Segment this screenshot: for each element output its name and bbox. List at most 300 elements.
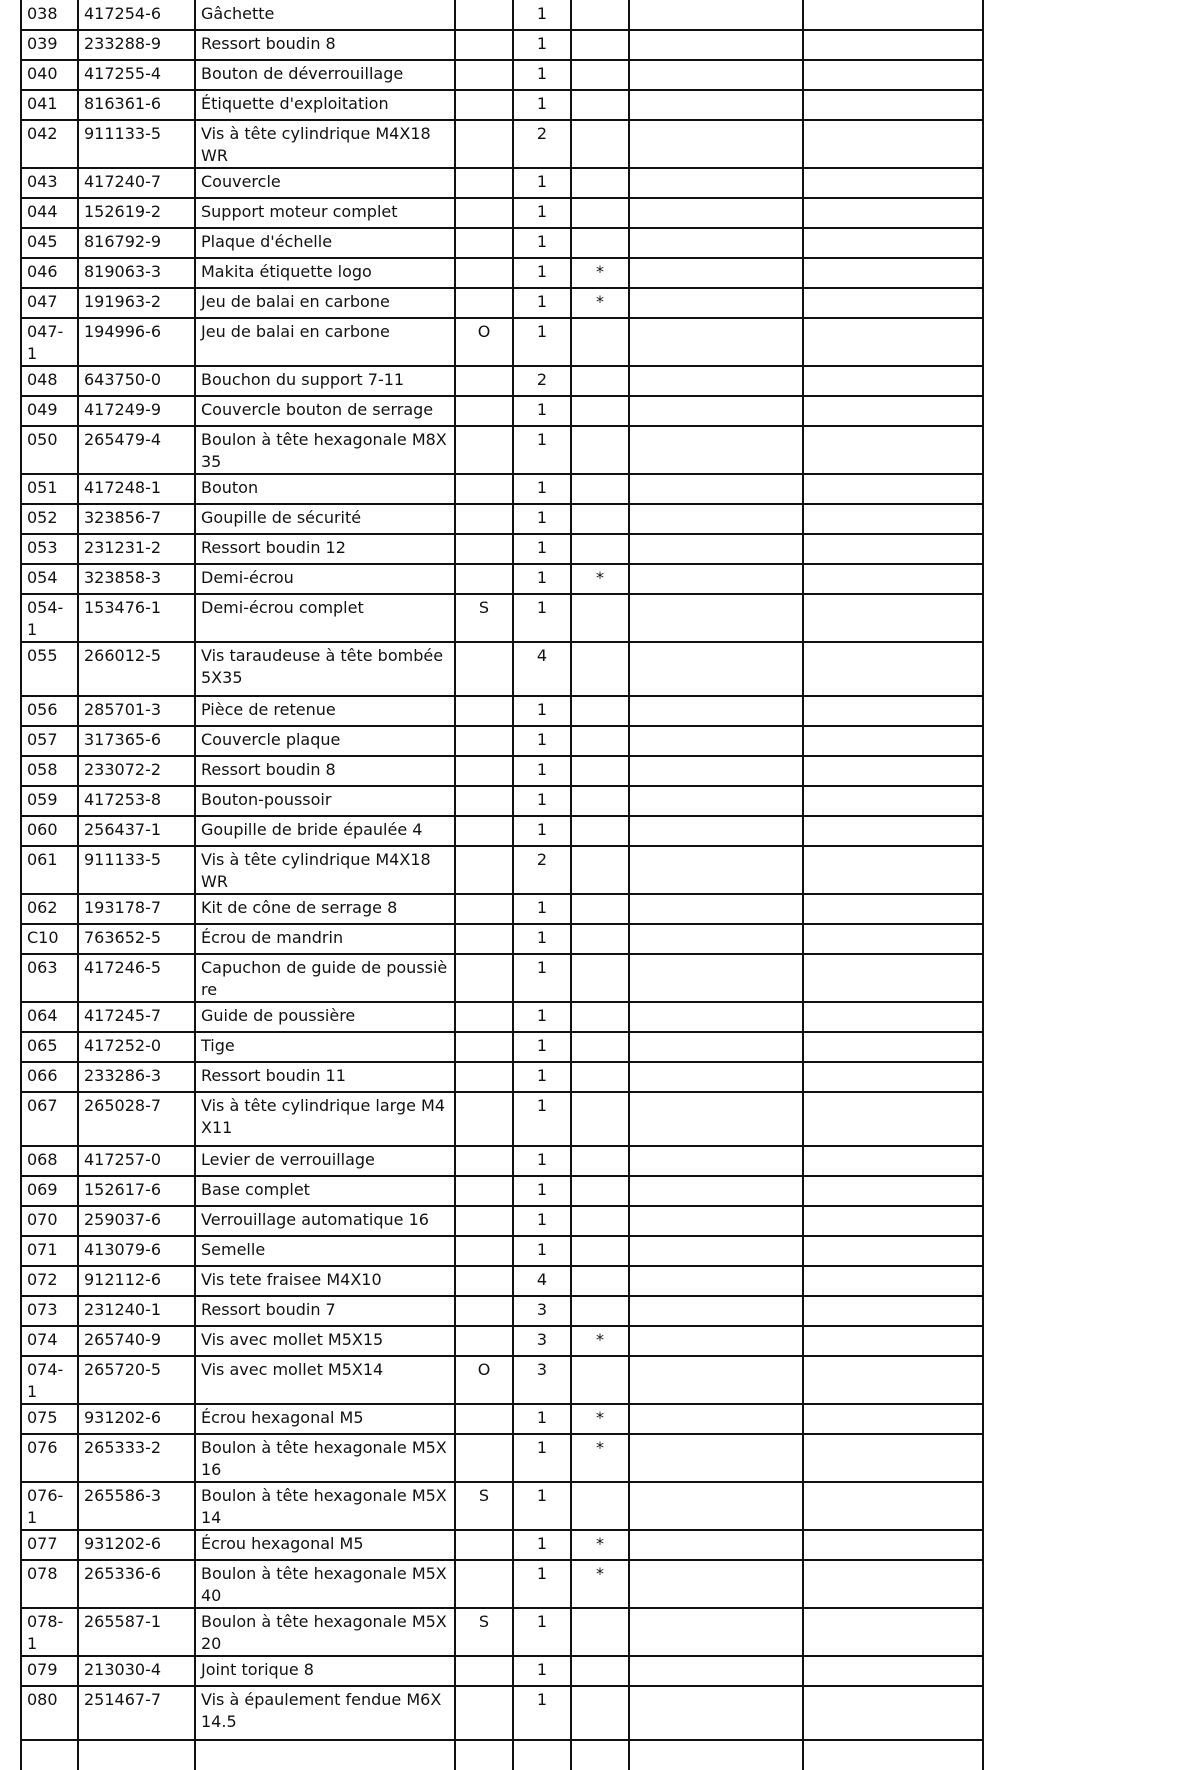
- empty-cell: [803, 1266, 983, 1296]
- empty-cell: [803, 288, 983, 318]
- quantity: 2: [513, 366, 571, 396]
- quantity: 1: [513, 534, 571, 564]
- part-flag: [455, 696, 513, 726]
- part-flag: [455, 846, 513, 894]
- empty-cell: [629, 1740, 803, 1769]
- note-mark: [571, 30, 629, 60]
- note-mark: [571, 366, 629, 396]
- quantity: 1: [513, 954, 571, 1002]
- quantity: 1: [513, 396, 571, 426]
- item-number: 057: [21, 726, 78, 756]
- empty-cell: [629, 90, 803, 120]
- empty-cell: [629, 1686, 803, 1740]
- empty-cell: [803, 642, 983, 696]
- empty-cell: [803, 1686, 983, 1740]
- item-number: 041: [21, 90, 78, 120]
- empty-cell: [629, 1560, 803, 1608]
- quantity: 1: [513, 1560, 571, 1608]
- part-description: Couvercle bouton de serrage: [195, 396, 455, 426]
- quantity: 1: [513, 1236, 571, 1266]
- empty-cell: [803, 228, 983, 258]
- part-description: Capuchon de guide de poussière: [195, 954, 455, 1002]
- quantity: 4: [513, 642, 571, 696]
- note-mark: [571, 228, 629, 258]
- note-mark: [571, 1092, 629, 1146]
- part-number: 265028-7: [78, 1092, 195, 1146]
- item-number: 074: [21, 1326, 78, 1356]
- parts-table: [20, 0, 984, 1770]
- part-number: 265333-2: [78, 1434, 195, 1482]
- table-row: [21, 60, 983, 90]
- part-flag: [455, 1434, 513, 1482]
- part-description: Étiquette d'exploitation: [195, 90, 455, 120]
- empty-cell: [803, 474, 983, 504]
- empty-cell: [803, 1002, 983, 1032]
- part-number: 816792-9: [78, 228, 195, 258]
- part-description: Vis à épaulement fendue M6X14.5: [195, 1686, 455, 1740]
- table-row: [21, 1434, 983, 1482]
- note-mark: [571, 504, 629, 534]
- empty-cell: [629, 696, 803, 726]
- note-mark: [571, 924, 629, 954]
- part-number: 231240-1: [78, 1296, 195, 1326]
- item-number: 060: [21, 816, 78, 846]
- table-row: [21, 1092, 983, 1146]
- part-flag: [455, 396, 513, 426]
- item-number: 070: [21, 1206, 78, 1236]
- empty-cell: [629, 1176, 803, 1206]
- part-flag: O: [455, 1356, 513, 1404]
- quantity: 1: [513, 1092, 571, 1146]
- table-row: [21, 756, 983, 786]
- part-number: 265479-4: [78, 426, 195, 474]
- empty-cell: [629, 1146, 803, 1176]
- part-description: Levier de verrouillage: [195, 1146, 455, 1176]
- part-flag: [455, 168, 513, 198]
- empty-cell: [629, 1206, 803, 1236]
- empty-cell: [455, 1740, 513, 1769]
- empty-cell: [803, 318, 983, 366]
- empty-cell: [629, 534, 803, 564]
- quantity: 1: [513, 318, 571, 366]
- empty-cell: [803, 1206, 983, 1236]
- part-description: Écrou de mandrin: [195, 924, 455, 954]
- part-flag: S: [455, 1482, 513, 1530]
- item-number: 052: [21, 504, 78, 534]
- part-flag: [455, 366, 513, 396]
- part-flag: [455, 1560, 513, 1608]
- item-number: 075: [21, 1404, 78, 1434]
- table-row: [21, 396, 983, 426]
- item-number: 072: [21, 1266, 78, 1296]
- part-flag: [455, 198, 513, 228]
- table-row: [21, 1296, 983, 1326]
- empty-cell: [629, 1656, 803, 1686]
- empty-cell: [629, 168, 803, 198]
- empty-cell: [803, 924, 983, 954]
- note-mark: *: [571, 564, 629, 594]
- part-flag: [455, 120, 513, 168]
- part-number: 417255-4: [78, 60, 195, 90]
- part-description: Vis à tête cylindrique M4X18 WR: [195, 120, 455, 168]
- part-description: Boulon à tête hexagonale M8X35: [195, 426, 455, 474]
- quantity: 1: [513, 1434, 571, 1482]
- note-mark: [571, 120, 629, 168]
- note-mark: [571, 1656, 629, 1686]
- note-mark: [571, 60, 629, 90]
- table-row: [21, 642, 983, 696]
- empty-cell: [629, 1404, 803, 1434]
- quantity: 1: [513, 1062, 571, 1092]
- empty-cell: [629, 642, 803, 696]
- part-number: 233072-2: [78, 756, 195, 786]
- part-description: Boulon à tête hexagonale M5X40: [195, 1560, 455, 1608]
- table-row: [21, 1686, 983, 1740]
- part-flag: [455, 1092, 513, 1146]
- part-description: Boulon à tête hexagonale M5X14: [195, 1482, 455, 1530]
- note-mark: [571, 594, 629, 642]
- part-number: 643750-0: [78, 366, 195, 396]
- part-number: 323858-3: [78, 564, 195, 594]
- quantity: 1: [513, 726, 571, 756]
- part-number: 763652-5: [78, 924, 195, 954]
- item-number: 069: [21, 1176, 78, 1206]
- empty-cell: [78, 1740, 195, 1769]
- part-flag: S: [455, 594, 513, 642]
- item-number: 078: [21, 1560, 78, 1608]
- table-row: [21, 954, 983, 1002]
- note-mark: *: [571, 1434, 629, 1482]
- empty-cell: [803, 786, 983, 816]
- part-description: Guide de poussière: [195, 1002, 455, 1032]
- item-number: 079: [21, 1656, 78, 1686]
- table-row: [21, 120, 983, 168]
- empty-cell: [629, 816, 803, 846]
- empty-cell: [803, 1404, 983, 1434]
- part-number: 233288-9: [78, 30, 195, 60]
- item-number: 068: [21, 1146, 78, 1176]
- item-number: 059: [21, 786, 78, 816]
- item-number: 054-1: [21, 594, 78, 642]
- item-number: 042: [21, 120, 78, 168]
- item-number: 073: [21, 1296, 78, 1326]
- part-flag: [455, 756, 513, 786]
- table-row: [21, 1032, 983, 1062]
- empty-cell: [803, 1560, 983, 1608]
- note-mark: [571, 846, 629, 894]
- empty-cell: [629, 30, 803, 60]
- empty-cell: [803, 366, 983, 396]
- part-flag: [455, 474, 513, 504]
- item-number: 080: [21, 1686, 78, 1740]
- note-mark: *: [571, 288, 629, 318]
- empty-cell: [629, 318, 803, 366]
- part-number: 931202-6: [78, 1404, 195, 1434]
- quantity: 1: [513, 924, 571, 954]
- empty-cell: [803, 1740, 983, 1769]
- note-mark: [571, 1236, 629, 1266]
- part-description: Jeu de balai en carbone: [195, 318, 455, 366]
- part-description: Makita étiquette logo: [195, 258, 455, 288]
- table-row: [21, 1062, 983, 1092]
- part-flag: [455, 786, 513, 816]
- part-flag: [455, 288, 513, 318]
- item-number: 056: [21, 696, 78, 726]
- quantity: 1: [513, 1404, 571, 1434]
- quantity: 1: [513, 258, 571, 288]
- empty-cell: [629, 1608, 803, 1656]
- part-description: Ressort boudin 8: [195, 756, 455, 786]
- empty-cell: [629, 564, 803, 594]
- part-flag: [455, 954, 513, 1002]
- quantity: 1: [513, 168, 571, 198]
- empty-cell: [629, 0, 803, 30]
- empty-cell: [803, 726, 983, 756]
- table-row: [21, 1236, 983, 1266]
- empty-cell: [629, 120, 803, 168]
- empty-cell: [629, 198, 803, 228]
- empty-cell: [629, 1032, 803, 1062]
- empty-cell: [571, 1740, 629, 1769]
- empty-cell: [803, 504, 983, 534]
- empty-cell: [803, 1146, 983, 1176]
- part-flag: [455, 1176, 513, 1206]
- table-row: [21, 0, 983, 30]
- empty-cell: [803, 1482, 983, 1530]
- item-number: 040: [21, 60, 78, 90]
- part-flag: [455, 726, 513, 756]
- item-number: 071: [21, 1236, 78, 1266]
- part-number: 256437-1: [78, 816, 195, 846]
- part-number: 417252-0: [78, 1032, 195, 1062]
- part-description: Bouton: [195, 474, 455, 504]
- table-row: [21, 1530, 983, 1560]
- table-row: [21, 1002, 983, 1032]
- empty-cell: [803, 198, 983, 228]
- quantity: 1: [513, 564, 571, 594]
- part-description: Bouchon du support 7-11: [195, 366, 455, 396]
- table-row: [21, 1356, 983, 1404]
- note-mark: [571, 1002, 629, 1032]
- part-flag: [455, 1266, 513, 1296]
- empty-cell: [803, 396, 983, 426]
- empty-cell: [803, 1434, 983, 1482]
- part-description: Écrou hexagonal M5: [195, 1404, 455, 1434]
- part-flag: S: [455, 1608, 513, 1656]
- part-description: Pièce de retenue: [195, 696, 455, 726]
- part-flag: [455, 894, 513, 924]
- part-flag: [455, 1530, 513, 1560]
- note-mark: [571, 894, 629, 924]
- note-mark: [571, 1686, 629, 1740]
- part-number: 265740-9: [78, 1326, 195, 1356]
- table-row: [21, 1326, 983, 1356]
- part-flag: [455, 1146, 513, 1176]
- quantity: 1: [513, 786, 571, 816]
- part-number: 191963-2: [78, 288, 195, 318]
- table-row: [21, 198, 983, 228]
- part-flag: [455, 1236, 513, 1266]
- table-row: [21, 90, 983, 120]
- note-mark: [571, 534, 629, 564]
- part-number: 317365-6: [78, 726, 195, 756]
- note-mark: *: [571, 258, 629, 288]
- empty-cell: [803, 1062, 983, 1092]
- note-mark: [571, 1266, 629, 1296]
- table-row: [21, 1206, 983, 1236]
- empty-cell: [629, 288, 803, 318]
- part-description: Vis avec mollet M5X15: [195, 1326, 455, 1356]
- item-number: 043: [21, 168, 78, 198]
- table-row: [21, 426, 983, 474]
- quantity: 1: [513, 1206, 571, 1236]
- item-number: 066: [21, 1062, 78, 1092]
- empty-cell: [803, 1092, 983, 1146]
- quantity: 1: [513, 1686, 571, 1740]
- part-flag: [455, 258, 513, 288]
- empty-cell: [629, 366, 803, 396]
- part-description: Base complet: [195, 1176, 455, 1206]
- part-flag: [455, 1686, 513, 1740]
- item-number: 046: [21, 258, 78, 288]
- item-number: 039: [21, 30, 78, 60]
- part-number: 193178-7: [78, 894, 195, 924]
- quantity: 1: [513, 1482, 571, 1530]
- empty-row: [21, 1740, 983, 1769]
- table-row: [21, 1146, 983, 1176]
- note-mark: [571, 1032, 629, 1062]
- table-row: [21, 318, 983, 366]
- quantity: 1: [513, 756, 571, 786]
- empty-cell: [803, 954, 983, 1002]
- note-mark: *: [571, 1404, 629, 1434]
- item-number: 078-1: [21, 1608, 78, 1656]
- part-number: 265336-6: [78, 1560, 195, 1608]
- item-number: 065: [21, 1032, 78, 1062]
- item-number: 058: [21, 756, 78, 786]
- empty-cell: [803, 168, 983, 198]
- part-description: Support moteur complet: [195, 198, 455, 228]
- empty-cell: [629, 1002, 803, 1032]
- part-description: Kit de cône de serrage 8: [195, 894, 455, 924]
- note-mark: [571, 1146, 629, 1176]
- part-flag: [455, 1002, 513, 1032]
- item-number: 044: [21, 198, 78, 228]
- part-flag: [455, 816, 513, 846]
- part-description: Ressort boudin 8: [195, 30, 455, 60]
- part-description: Joint torique 8: [195, 1656, 455, 1686]
- empty-cell: [629, 1482, 803, 1530]
- quantity: 1: [513, 60, 571, 90]
- table-row: [21, 1176, 983, 1206]
- empty-cell: [803, 1296, 983, 1326]
- note-mark: [571, 1176, 629, 1206]
- note-mark: [571, 1482, 629, 1530]
- part-description: Demi-écrou: [195, 564, 455, 594]
- note-mark: [571, 1356, 629, 1404]
- item-number: 045: [21, 228, 78, 258]
- empty-cell: [629, 1356, 803, 1404]
- quantity: 1: [513, 1656, 571, 1686]
- part-description: Tige: [195, 1032, 455, 1062]
- quantity: 1: [513, 594, 571, 642]
- quantity: 1: [513, 894, 571, 924]
- quantity: 1: [513, 0, 571, 30]
- empty-cell: [629, 954, 803, 1002]
- part-number: 265587-1: [78, 1608, 195, 1656]
- empty-cell: [803, 594, 983, 642]
- part-description: Vis à tête cylindrique M4X18 WR: [195, 846, 455, 894]
- empty-cell: [803, 816, 983, 846]
- part-number: 819063-3: [78, 258, 195, 288]
- note-mark: [571, 696, 629, 726]
- empty-cell: [803, 258, 983, 288]
- empty-cell: [629, 726, 803, 756]
- empty-cell: [629, 1266, 803, 1296]
- part-description: Boulon à tête hexagonale M5X16: [195, 1434, 455, 1482]
- part-number: 417246-5: [78, 954, 195, 1002]
- quantity: 1: [513, 288, 571, 318]
- item-number: 047-1: [21, 318, 78, 366]
- part-number: 911133-5: [78, 846, 195, 894]
- empty-cell: [629, 474, 803, 504]
- part-description: Semelle: [195, 1236, 455, 1266]
- item-number: 051: [21, 474, 78, 504]
- part-description: Ressort boudin 11: [195, 1062, 455, 1092]
- part-flag: [455, 1032, 513, 1062]
- part-flag: [455, 534, 513, 564]
- empty-cell: [629, 1062, 803, 1092]
- note-mark: [571, 1206, 629, 1236]
- table-row: [21, 1404, 983, 1434]
- quantity: 4: [513, 1266, 571, 1296]
- part-flag: [455, 1296, 513, 1326]
- part-flag: [455, 1326, 513, 1356]
- quantity: 1: [513, 228, 571, 258]
- item-number: C10: [21, 924, 78, 954]
- empty-cell: [629, 1434, 803, 1482]
- note-mark: [571, 474, 629, 504]
- empty-cell: [803, 1656, 983, 1686]
- item-number: 038: [21, 0, 78, 30]
- item-number: 064: [21, 1002, 78, 1032]
- table-row: [21, 1656, 983, 1686]
- part-number: 911133-5: [78, 120, 195, 168]
- empty-cell: [629, 396, 803, 426]
- part-description: Bouton-poussoir: [195, 786, 455, 816]
- part-description: Demi-écrou complet: [195, 594, 455, 642]
- part-number: 931202-6: [78, 1530, 195, 1560]
- table-row: [21, 1560, 983, 1608]
- note-mark: [571, 426, 629, 474]
- part-flag: [455, 90, 513, 120]
- part-description: Ressort boudin 12: [195, 534, 455, 564]
- part-description: Jeu de balai en carbone: [195, 288, 455, 318]
- part-flag: [455, 1656, 513, 1686]
- part-number: 417248-1: [78, 474, 195, 504]
- part-flag: [455, 30, 513, 60]
- table-row: [21, 168, 983, 198]
- part-description: Écrou hexagonal M5: [195, 1530, 455, 1560]
- part-description: Couvercle: [195, 168, 455, 198]
- part-number: 266012-5: [78, 642, 195, 696]
- note-mark: [571, 90, 629, 120]
- empty-cell: [629, 846, 803, 894]
- empty-cell: [629, 594, 803, 642]
- part-number: 251467-7: [78, 1686, 195, 1740]
- table-row: [21, 534, 983, 564]
- part-description: Goupille de sécurité: [195, 504, 455, 534]
